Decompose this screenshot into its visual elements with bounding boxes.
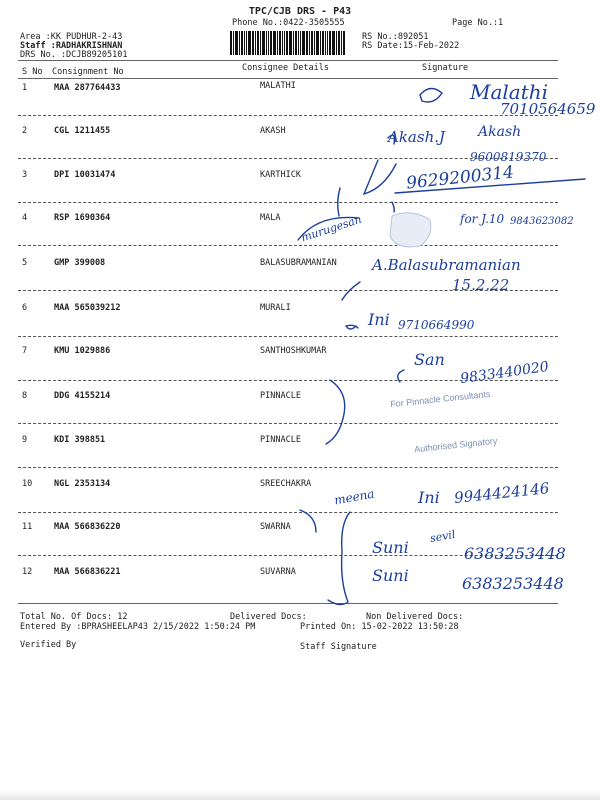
row-sno: 7 [22,346,28,356]
row-sno: 10 [22,479,33,489]
col-sno: S No [22,67,43,77]
row-consignee: SUVARNA [260,567,296,577]
row-sno: 4 [22,213,28,223]
row-consignment: GMP 399008 [54,258,106,268]
row-sno: 11 [22,522,33,532]
total-docs: Total No. Of Docs: 12 [20,612,128,622]
verified-by: Verified By [20,640,77,650]
row-sno: 2 [22,126,28,136]
sig-row2: Akash.J [388,128,446,146]
sig-row4-note: murugesan [299,212,364,245]
sig-row6: Ini [368,310,390,329]
drs-number: DRS No. :DCJB89205101 [20,50,128,60]
col-consignment: Consignment No [52,67,124,77]
area-label: Area :KK PUDHUR-2-43 [20,32,123,42]
row-consignment: MAA 566836221 [54,567,121,577]
sig-row10: Ini [418,488,440,507]
row-consignee: KARTHICK [260,170,301,180]
col-signature: Signature [422,63,469,73]
row-consignment: MAA 287764433 [54,83,121,93]
document-title: TPC/CJB DRS - P43 [248,6,352,17]
non-delivered-docs: Non Delivered Docs: [366,612,464,622]
sig-row1-phone: 7010564659 [500,100,596,118]
phone-number: Phone No.:0422-3505555 [232,18,345,28]
sig-row5-date: 15.2.22 [452,276,510,294]
col-consignee: Consignee Details [242,63,329,73]
row-consignee: AKASH [260,126,286,136]
row-consignment: CGL 1211455 [54,126,111,136]
sig-row6-phone: 9710664990 [398,318,475,332]
staff-signature: Staff Signature [300,642,377,652]
row-consignment: DPI 10031474 [54,170,116,180]
row-consignment: KDI 398851 [54,435,106,445]
row-consignment: MAA 566836220 [54,522,121,532]
row-consignee: SREECHAKRA [260,479,312,489]
printed-on: Printed On: 15-02-2022 13:50:28 [300,622,459,632]
row-sno: 5 [22,258,28,268]
row-consignee: BALASUBRAMANIAN [260,258,337,268]
sig-row2-b: Akash [478,124,522,140]
sig-row2-phone: 9600819370 [470,150,547,164]
sig-row11-note: sevil [429,527,457,546]
row-sno: 9 [22,435,28,445]
row-consignment: DDG 4155214 [54,391,111,401]
row-sno: 1 [22,83,28,93]
sig-row5: A.Balasubramanian [372,256,521,274]
entered-by: Entered By :BPRASHEELAP43 2/15/2022 1:50:24 PM [20,622,256,632]
row-consignee: MALATHI [260,81,296,91]
row-consignee: MURALI [260,303,291,313]
rs-date: RS Date:15-Feb-2022 [362,41,460,51]
rs-number: RS No.:892051 [362,32,429,42]
row-consignment: KMU 1029886 [54,346,111,356]
sig-row7-phone: 9833440020 [459,358,550,388]
sig-row3-phone: 9629200314 [405,162,515,194]
delivered-docs: Delivered Docs: [230,612,307,622]
sig-row10-note: meena [333,486,376,508]
row-consignee: MALA [260,213,281,223]
row-sno: 12 [22,567,33,577]
row-sno: 6 [22,303,28,313]
sig-row11-phone: 6383253448 [464,544,566,563]
row-consignment: RSP 1690364 [54,213,111,223]
row-consignee: PINNACLE [260,435,301,445]
row-sno: 3 [22,170,28,180]
staff-label: Staff :RADHAKRISHNAN [20,41,123,51]
scan-edge [0,790,600,800]
sig-row1: Malathi [470,80,549,104]
sig-row12-phone: 6383253448 [462,574,564,593]
sig-row12: Suni [372,566,409,585]
row-sno: 8 [22,391,28,401]
sig-row7: San [414,350,445,369]
row-consignee: PINNACLE [260,391,301,401]
sig-row4-date: for J.10 [460,212,505,226]
stamp-company: For Pinnacle Consultants [389,388,491,410]
row-consignment: NGL 2353134 [54,479,111,489]
sig-row10-phone: 9944424146 [453,479,551,507]
row-consignee: SWARNA [260,522,291,532]
sig-row11: Suni [372,538,409,557]
page-number: Page No.:1 [452,18,504,28]
sig-row4-phone: 9843623082 [510,216,574,227]
row-consignment: MAA 565039212 [54,303,121,313]
stamp-authorised: Authorised Signatory [413,435,498,455]
row-consignee: SANTHOSHKUMAR [260,346,327,356]
